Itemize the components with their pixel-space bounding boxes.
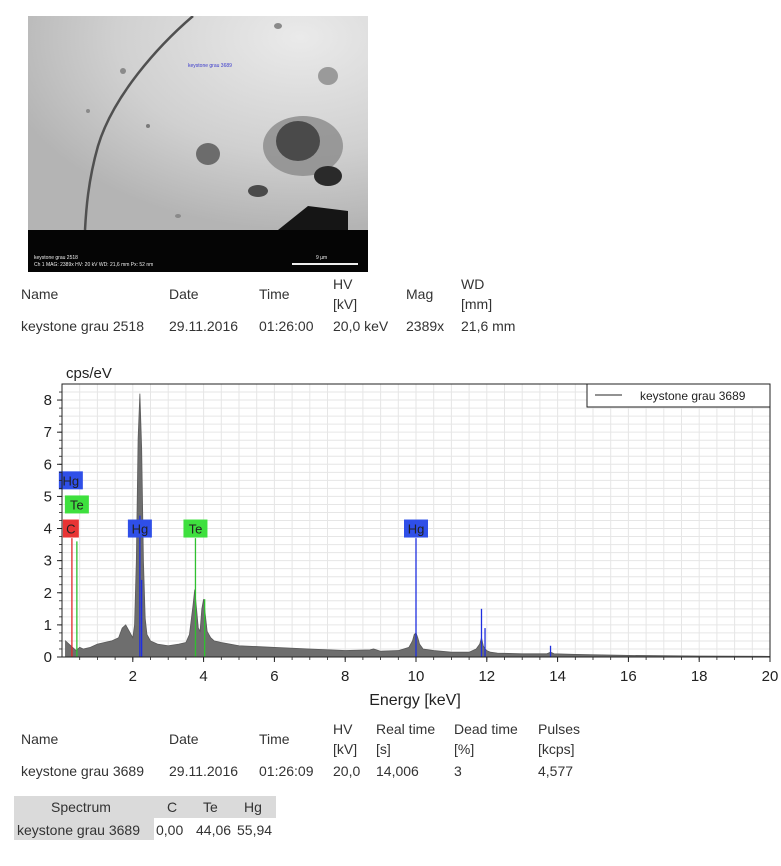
scale-bar-label: 9 µm — [316, 255, 328, 261]
composition-table — [14, 796, 276, 840]
x-tick-label: 10 — [407, 668, 425, 685]
y-tick-label: 3 — [43, 552, 52, 570]
x-tick-label: 6 — [270, 668, 279, 685]
sem-spectrum-label: keystone grau 3689 — [188, 63, 232, 69]
cell-hg: 55,94 — [237, 822, 273, 838]
x-tick-label: 12 — [478, 668, 496, 685]
y-axis-label: cps/eV — [66, 365, 112, 382]
element-label — [63, 520, 79, 538]
sem-micrograph — [28, 16, 368, 230]
header-c: C — [167, 799, 178, 815]
header-time: Time — [259, 731, 290, 747]
header-time: Time — [259, 286, 290, 302]
cell-mag: 2389x — [406, 318, 445, 334]
header-hv: HV [kV] — [333, 276, 358, 312]
y-tick-label: 6 — [43, 456, 52, 474]
header-name: Name — [21, 731, 59, 747]
element-label-text: Te — [70, 497, 84, 513]
header-mag: Mag — [406, 286, 434, 302]
header-date: Date — [169, 286, 199, 302]
x-tick-label: 16 — [620, 668, 637, 685]
x-tick-label: 4 — [199, 668, 208, 685]
sem-info-name: keystone grau 2518 — [34, 255, 78, 261]
x-axis-label: Energy [keV] — [369, 692, 461, 709]
y-tick-label: 4 — [43, 520, 52, 538]
x-tick-label: 20 — [761, 668, 779, 685]
header-hg: Hg — [244, 799, 262, 815]
cell-dead-time: 3 — [454, 763, 462, 779]
element-label — [183, 520, 207, 538]
sem-info-params: Ch 1 MAG: 2389x HV: 20 kV WD: 21,6 mm Px: 52 nm — [34, 262, 154, 268]
element-label — [404, 520, 428, 538]
y-tick-label: 2 — [43, 584, 52, 602]
cell-date: 29.11.2016 — [169, 763, 239, 779]
y-tick-label: 1 — [43, 616, 52, 634]
cell-wd: 21,6 mm — [461, 318, 516, 334]
header-real-time: Real time [s] — [376, 721, 436, 757]
cell-name: keystone grau 2518 — [21, 318, 144, 334]
cell-time: 01:26:00 — [259, 318, 314, 334]
scale-bar — [292, 263, 358, 265]
cell-c: 0,00 — [156, 822, 184, 838]
legend-entry: keystone grau 3689 — [640, 389, 746, 403]
cell-real-time: 14,006 — [376, 763, 419, 779]
header-pulses: Pulses [kcps] — [538, 721, 581, 757]
element-label-text: Hg — [131, 521, 149, 537]
header-wd: WD [mm] — [461, 276, 493, 312]
element-label-text: Hg — [62, 473, 80, 489]
element-label — [128, 520, 152, 538]
element-label-text: C — [66, 521, 76, 537]
cell-hv: 20,0 — [333, 763, 361, 779]
y-tick-label: 7 — [43, 424, 52, 442]
cell-spectrum: keystone grau 3689 — [17, 822, 140, 838]
cell-te: 44,06 — [196, 822, 232, 838]
legend — [587, 384, 770, 407]
x-tick-label: 8 — [341, 668, 350, 685]
cell-time: 01:26:09 — [259, 763, 314, 779]
header-hv: HV [kV] — [333, 721, 358, 757]
header-spectrum: Spectrum — [51, 799, 111, 815]
y-tick-label: 5 — [43, 488, 52, 506]
x-tick-label: 2 — [128, 668, 137, 685]
cell-pulses: 4,577 — [538, 763, 574, 779]
element-label — [65, 495, 89, 513]
element-label-text: Hg — [407, 521, 425, 537]
element-label-text: Te — [188, 521, 203, 537]
header-dead-time: Dead time [%] — [454, 721, 518, 757]
eds-spectrum-chart — [0, 355, 781, 710]
header-te: Te — [203, 799, 218, 815]
cell-date: 29.11.2016 — [169, 318, 239, 334]
header-date: Date — [169, 731, 199, 747]
x-tick-label: 18 — [690, 668, 708, 685]
x-tick-label: 14 — [549, 668, 566, 685]
cell-name: keystone grau 3689 — [21, 763, 144, 779]
header-name: Name — [21, 286, 59, 302]
y-tick-label: 8 — [43, 392, 52, 410]
y-tick-label: 0 — [43, 649, 52, 666]
cell-hv: 20,0 keV — [333, 318, 389, 334]
sem-image — [28, 16, 368, 272]
sem-info-bar — [28, 230, 368, 272]
